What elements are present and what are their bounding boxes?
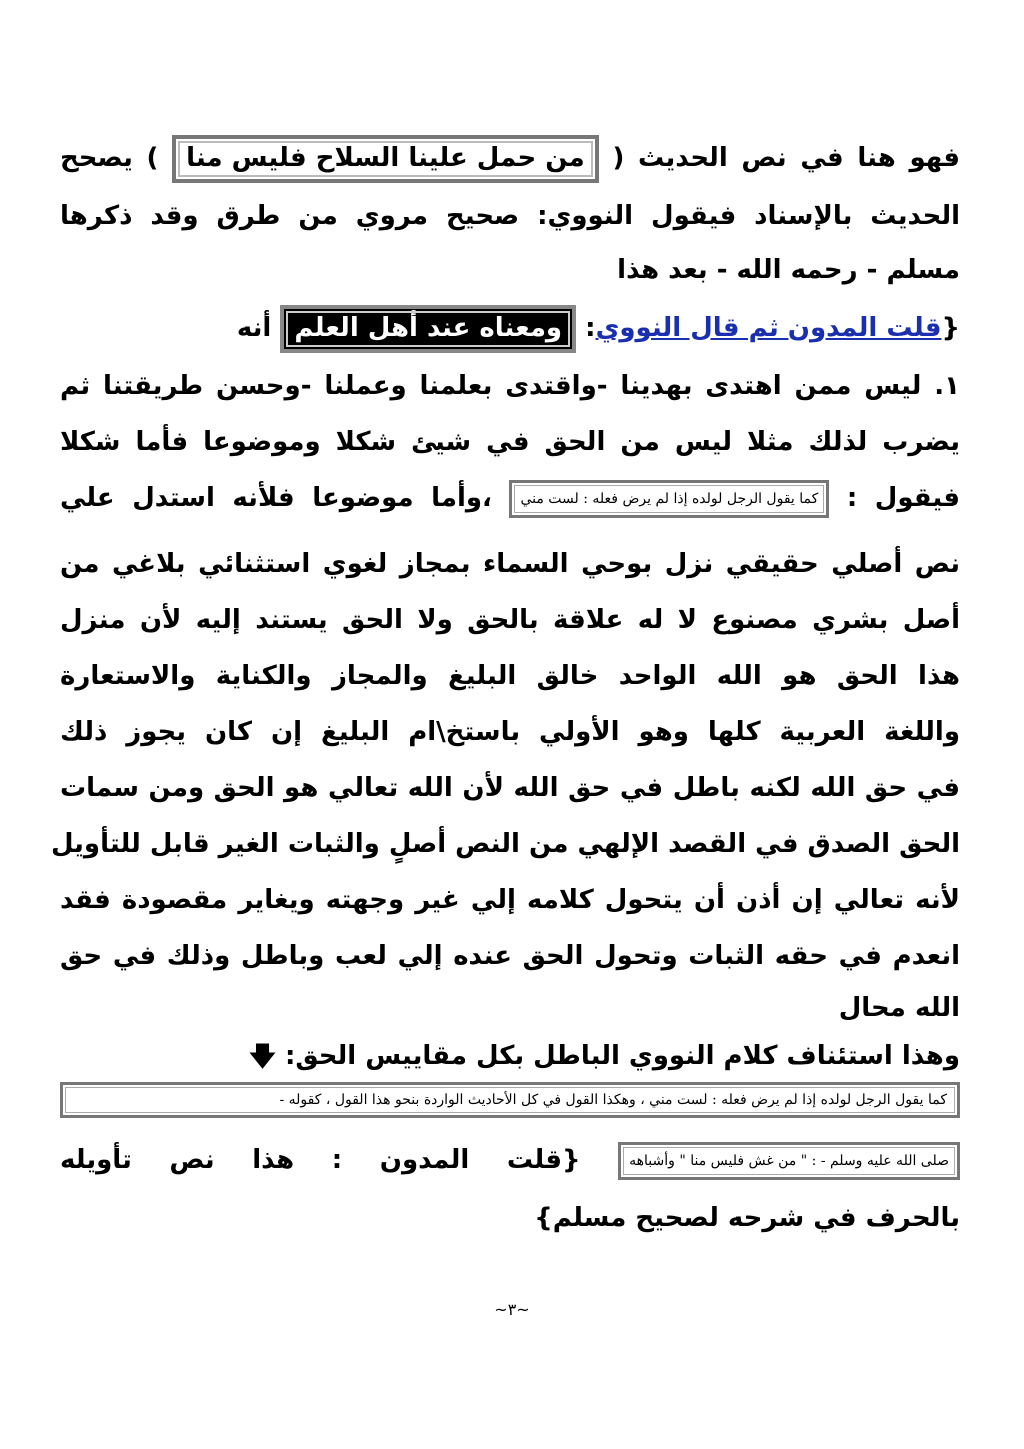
text-line-3: مسلم - رحمه الله - بعد هذا xyxy=(617,255,960,285)
line4-after: أنه xyxy=(236,313,272,343)
quote-box: كما يقول الرجل لولده إذا لم يرض فعله : لست مني xyxy=(509,480,829,518)
line19-after: {قلت المدون : هذا نص تأويله xyxy=(60,1145,581,1175)
page-number: ~٣~ xyxy=(494,1300,530,1319)
text-line-20: بالحرف في شرحه لصحيح مسلم} xyxy=(534,1203,960,1233)
text-line-9: أصل بشري مصنوع لا له علاقة بالحق ولا الحق يستند إليه لأن منزل xyxy=(60,605,960,635)
arrow-down-icon: 🡇 xyxy=(249,1041,276,1072)
text-line-6: يضرب لذلك مثلا ليس من الحق في شيئ شكلا وموضوعا فأما شكلا xyxy=(60,427,960,457)
line7-before: فيقول : xyxy=(846,483,960,513)
text-line-8: نص أصلي حقيقي نزل بوحي السماء بمجاز لغوي استثنائي بلاغي من xyxy=(60,549,960,579)
text-line-10: هذا الحق هو الله الواحد خالق البليغ والمجاز والكناية والاستعارة xyxy=(60,661,960,691)
blogger-note-link: قلت المدون ثم قال النووي xyxy=(595,313,942,343)
nawawi-quote-box: كما يقول الرجل لولده إذا لم يرض فعله : لست مني ، وهكذا القول في كل الأحاديث الواردة بنحو هذا القول ، كقوله - xyxy=(60,1082,960,1118)
text-line-15: انعدم في حقه الثبات وتحول الحق عنده إلي لعب وباطل وذلك في حق xyxy=(60,941,960,971)
text-line-13: الحق الصدق في القصد الإلهي من النص أصلٍ والثبات الغير قابل للتأويل xyxy=(50,829,960,859)
text-line-5: ١. ليس ممن اهتدى بهدينا -واقتدى بعلمنا وعملنا -وحسن طريقتنا ثم xyxy=(60,371,960,401)
line1-after: ) يصحح xyxy=(60,143,159,173)
text-line-16: الله محال xyxy=(838,993,960,1023)
line17-text: وهذا استئناف كلام النووي الباطل بكل مقاييس الحق: xyxy=(284,1041,960,1071)
text-line-2: الحديث بالإسناد فيقول النووي: صحيح مروي من طرق وقد ذكرها xyxy=(60,201,960,231)
text-line-11: واللغة العربية كلها وهو الأولي باستخ\ام البليغ إن كان يجوز ذلك xyxy=(60,717,960,747)
text-line-17 xyxy=(60,1028,960,1084)
line1-before: فهو هنا في نص الحديث ( xyxy=(612,143,960,173)
hadith-quote-box: صلى الله عليه وسلم - : " من غش فليس منا " وأشباهه xyxy=(618,1142,960,1180)
line4-brace: { xyxy=(941,313,960,343)
line7-after: ،وأما موضوعا فلأنه استدل علي xyxy=(60,483,492,513)
text-line-4 xyxy=(60,300,960,356)
line4-colon: : xyxy=(585,313,596,343)
hadith-box: من حمل علينا السلاح فليس منا xyxy=(172,135,599,183)
text-line-7 xyxy=(60,470,960,526)
text-line-19 xyxy=(60,1132,960,1188)
text-line-12: في حق الله لكنه باطل في حق الله لأن الله تعالي هو الحق ومن سمات xyxy=(60,773,960,803)
text-line-1 xyxy=(60,130,960,186)
text-line-14: لأنه تعالي إن أذن أن يتحول كلامه إلي غير وجهته ويغاير مقصودة فقد xyxy=(60,885,960,915)
meaning-box: ومعناه عند أهل العلم xyxy=(280,305,576,353)
